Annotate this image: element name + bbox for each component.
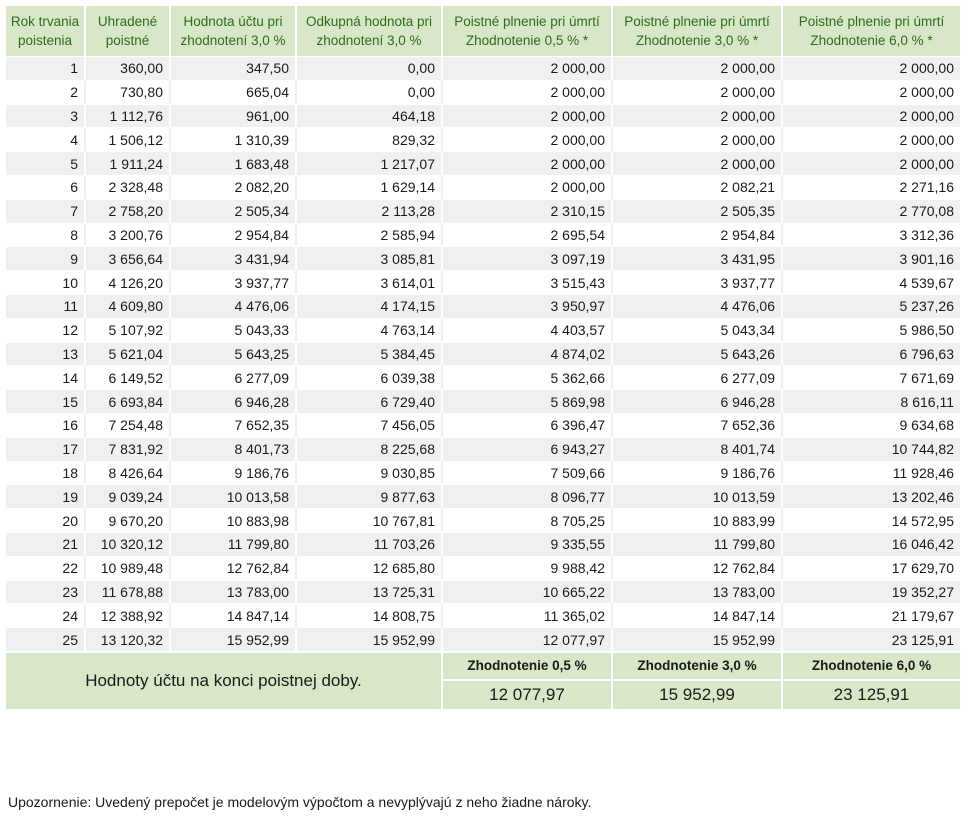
table-cell: 7 652,35 bbox=[171, 413, 297, 437]
table-cell: 10 883,98 bbox=[171, 508, 297, 532]
table-cell: 13 202,46 bbox=[783, 484, 960, 508]
table-cell: 12 685,80 bbox=[297, 556, 443, 580]
table-cell: 6 039,38 bbox=[297, 365, 443, 389]
table-cell: 8 616,11 bbox=[783, 389, 960, 413]
table-cell: 1 683,48 bbox=[171, 151, 297, 175]
table-cell: 7 509,66 bbox=[443, 461, 613, 485]
table-row bbox=[6, 580, 960, 604]
column-header-line: Uhradené bbox=[97, 14, 158, 29]
table-cell: 22 bbox=[6, 556, 86, 580]
table-cell: 2 758,20 bbox=[86, 199, 171, 223]
table-cell: 14 808,75 bbox=[297, 603, 443, 627]
summary-value: 23 125,91 bbox=[783, 679, 960, 709]
table-cell: 7 254,48 bbox=[86, 413, 171, 437]
table-cell: 18 bbox=[6, 461, 86, 485]
table-cell: 3 614,01 bbox=[297, 270, 443, 294]
table-cell: 11 799,80 bbox=[171, 532, 297, 556]
table-cell: 6 693,84 bbox=[86, 389, 171, 413]
table-cell: 8 426,64 bbox=[86, 461, 171, 485]
table-cell: 9 186,76 bbox=[613, 461, 783, 485]
table-row bbox=[6, 437, 960, 461]
table-row bbox=[6, 56, 960, 80]
table-cell: 2 082,20 bbox=[171, 175, 297, 199]
table-cell: 9 bbox=[6, 246, 86, 270]
table-cell: 360,00 bbox=[86, 56, 171, 80]
table-cell: 4 763,14 bbox=[297, 318, 443, 342]
table-cell: 16 046,42 bbox=[783, 532, 960, 556]
table-cell: 11 799,80 bbox=[613, 532, 783, 556]
table-cell: 2 000,00 bbox=[783, 151, 960, 175]
table-row bbox=[6, 603, 960, 627]
table-cell: 1 310,39 bbox=[171, 127, 297, 151]
table-cell: 12 388,92 bbox=[86, 603, 171, 627]
column-header bbox=[6, 6, 86, 56]
column-header-line: Odkupná hodnota pri bbox=[305, 14, 433, 29]
table-cell: 7 831,92 bbox=[86, 437, 171, 461]
table-row bbox=[6, 270, 960, 294]
table-cell: 7 652,36 bbox=[613, 413, 783, 437]
table-row bbox=[6, 127, 960, 151]
table-cell: 4 539,67 bbox=[783, 270, 960, 294]
table-cell: 24 bbox=[6, 603, 86, 627]
table-cell: 5 237,26 bbox=[783, 294, 960, 318]
column-header-line: poistenia bbox=[17, 33, 73, 48]
table-cell: 5 643,26 bbox=[613, 342, 783, 366]
table-cell: 4 174,15 bbox=[297, 294, 443, 318]
table-row bbox=[6, 461, 960, 485]
table-cell: 10 665,22 bbox=[443, 580, 613, 604]
table-cell: 2 000,00 bbox=[443, 104, 613, 128]
table-cell: 8 401,73 bbox=[171, 437, 297, 461]
column-header bbox=[86, 6, 171, 56]
table-cell: 730,80 bbox=[86, 80, 171, 104]
table-cell: 13 120,32 bbox=[86, 627, 171, 651]
table-cell: 17 629,70 bbox=[783, 556, 960, 580]
table-cell: 15 952,99 bbox=[171, 627, 297, 651]
table-cell: 5 643,25 bbox=[171, 342, 297, 366]
table-cell: 1 217,07 bbox=[297, 151, 443, 175]
table-row bbox=[6, 342, 960, 366]
table-cell: 2 000,00 bbox=[613, 56, 783, 80]
table-cell: 4 476,06 bbox=[171, 294, 297, 318]
table-cell: 2 000,00 bbox=[783, 127, 960, 151]
table-cell: 21 bbox=[6, 532, 86, 556]
table-cell: 2 000,00 bbox=[613, 80, 783, 104]
table-cell: 5 bbox=[6, 151, 86, 175]
table-cell: 961,00 bbox=[171, 104, 297, 128]
table-cell: 5 043,34 bbox=[613, 318, 783, 342]
table-row bbox=[6, 556, 960, 580]
table-cell: 1 506,12 bbox=[86, 127, 171, 151]
table-cell: 4 126,20 bbox=[86, 270, 171, 294]
table-cell: 3 937,77 bbox=[613, 270, 783, 294]
table-cell: 13 bbox=[6, 342, 86, 366]
table-cell: 12 762,84 bbox=[613, 556, 783, 580]
table-cell: 5 986,50 bbox=[783, 318, 960, 342]
table-cell: 3 656,64 bbox=[86, 246, 171, 270]
table-cell: 15 952,99 bbox=[297, 627, 443, 651]
table-cell: 23 125,91 bbox=[783, 627, 960, 651]
table-cell: 20 bbox=[6, 508, 86, 532]
table-cell: 4 403,57 bbox=[443, 318, 613, 342]
table-row bbox=[6, 294, 960, 318]
table-cell: 17 bbox=[6, 437, 86, 461]
table-row bbox=[6, 627, 960, 651]
table-cell: 0,00 bbox=[297, 56, 443, 80]
table-cell: 2 000,00 bbox=[443, 127, 613, 151]
table-cell: 9 335,55 bbox=[443, 532, 613, 556]
table-cell: 2 000,00 bbox=[783, 104, 960, 128]
table-row bbox=[6, 151, 960, 175]
column-header bbox=[297, 6, 443, 56]
table-cell: 3 937,77 bbox=[171, 270, 297, 294]
table-cell: 1 911,24 bbox=[86, 151, 171, 175]
table-cell: 11 928,46 bbox=[783, 461, 960, 485]
table-cell: 13 783,00 bbox=[171, 580, 297, 604]
table-cell: 3 901,16 bbox=[783, 246, 960, 270]
table-cell: 3 431,95 bbox=[613, 246, 783, 270]
table-cell: 2 000,00 bbox=[783, 80, 960, 104]
table-cell: 10 883,99 bbox=[613, 508, 783, 532]
table-cell: 2 000,00 bbox=[783, 56, 960, 80]
table-cell: 7 456,05 bbox=[297, 413, 443, 437]
table-row bbox=[6, 508, 960, 532]
table-cell: 8 096,77 bbox=[443, 484, 613, 508]
table-cell: 6 729,40 bbox=[297, 389, 443, 413]
table-cell: 2 000,00 bbox=[613, 104, 783, 128]
table-cell: 2 328,48 bbox=[86, 175, 171, 199]
table-cell: 12 bbox=[6, 318, 86, 342]
table-cell: 11 365,02 bbox=[443, 603, 613, 627]
table-cell: 16 bbox=[6, 413, 86, 437]
table-cell: 2 000,00 bbox=[443, 56, 613, 80]
table-cell: 4 609,80 bbox=[86, 294, 171, 318]
table-cell: 2 505,34 bbox=[171, 199, 297, 223]
table-row bbox=[6, 413, 960, 437]
table-cell: 5 869,98 bbox=[443, 389, 613, 413]
disclaimer-note: Upozornenie: Uvedený prepočet je modelovým výpočtom a nevyplývajú z neho žiadne nároky. bbox=[8, 794, 592, 810]
table-cell: 9 634,68 bbox=[783, 413, 960, 437]
table-cell: 2 000,00 bbox=[443, 175, 613, 199]
table-cell: 3 bbox=[6, 104, 86, 128]
table-cell: 464,18 bbox=[297, 104, 443, 128]
summary-head: Zhodnotenie 3,0 % bbox=[613, 651, 783, 679]
table-row bbox=[6, 175, 960, 199]
table-row bbox=[6, 199, 960, 223]
table-row bbox=[6, 484, 960, 508]
table-cell: 11 678,88 bbox=[86, 580, 171, 604]
column-header-line: Zhodnotenie 6,0 % * bbox=[810, 33, 933, 48]
table-cell: 2 000,00 bbox=[613, 127, 783, 151]
table-cell: 11 703,26 bbox=[297, 532, 443, 556]
table-summary bbox=[6, 651, 960, 709]
table-cell: 8 bbox=[6, 223, 86, 247]
table-cell: 10 013,59 bbox=[613, 484, 783, 508]
table-body bbox=[6, 56, 960, 651]
table-cell: 3 515,43 bbox=[443, 270, 613, 294]
table-cell: 2 082,21 bbox=[613, 175, 783, 199]
table-cell: 6 796,63 bbox=[783, 342, 960, 366]
table-cell: 15 bbox=[6, 389, 86, 413]
table-header bbox=[6, 6, 960, 56]
table-cell: 3 200,76 bbox=[86, 223, 171, 247]
table-cell: 3 312,36 bbox=[783, 223, 960, 247]
table-cell: 12 762,84 bbox=[171, 556, 297, 580]
table-cell: 8 225,68 bbox=[297, 437, 443, 461]
insurance-table bbox=[6, 6, 960, 709]
table-cell: 2 113,28 bbox=[297, 199, 443, 223]
column-header-line: Poistné plnenie pri úmrtí bbox=[454, 14, 600, 29]
table-row bbox=[6, 104, 960, 128]
table-row bbox=[6, 318, 960, 342]
table-row bbox=[6, 246, 960, 270]
table-cell: 2 585,94 bbox=[297, 223, 443, 247]
table-cell: 14 847,14 bbox=[171, 603, 297, 627]
column-header-line: Zhodnotenie 0,5 % * bbox=[465, 33, 589, 48]
table-cell: 21 179,67 bbox=[783, 603, 960, 627]
table-cell: 6 946,28 bbox=[613, 389, 783, 413]
table-cell: 4 bbox=[6, 127, 86, 151]
table-cell: 23 bbox=[6, 580, 86, 604]
table-cell: 14 572,95 bbox=[783, 508, 960, 532]
summary-head: Zhodnotenie 6,0 % bbox=[783, 651, 960, 679]
column-header-line: Hodnota účtu pri bbox=[183, 14, 283, 29]
table-cell: 12 077,97 bbox=[443, 627, 613, 651]
table-cell: 25 bbox=[6, 627, 86, 651]
table-cell: 10 013,58 bbox=[171, 484, 297, 508]
table-cell: 347,50 bbox=[171, 56, 297, 80]
table-cell: 9 670,20 bbox=[86, 508, 171, 532]
table-cell: 2 505,35 bbox=[613, 199, 783, 223]
table-cell: 14 bbox=[6, 365, 86, 389]
table-row bbox=[6, 223, 960, 247]
table-cell: 19 bbox=[6, 484, 86, 508]
table-cell: 13 783,00 bbox=[613, 580, 783, 604]
column-header-line: poistné bbox=[105, 33, 150, 48]
table-cell: 14 847,14 bbox=[613, 603, 783, 627]
table-cell: 665,04 bbox=[171, 80, 297, 104]
table-cell: 3 431,94 bbox=[171, 246, 297, 270]
table-cell: 6 277,09 bbox=[613, 365, 783, 389]
table-cell: 2 954,84 bbox=[613, 223, 783, 247]
column-header bbox=[443, 6, 613, 56]
table-cell: 15 952,99 bbox=[613, 627, 783, 651]
table-cell: 1 bbox=[6, 56, 86, 80]
column-header-line: Poistné plnenie pri úmrtí bbox=[798, 14, 945, 29]
table-cell: 10 744,82 bbox=[783, 437, 960, 461]
table-cell: 5 621,04 bbox=[86, 342, 171, 366]
table-cell: 4 874,02 bbox=[443, 342, 613, 366]
summary-value: 12 077,97 bbox=[443, 679, 613, 709]
table-cell: 2 695,54 bbox=[443, 223, 613, 247]
table-cell: 6 396,47 bbox=[443, 413, 613, 437]
table-cell: 5 384,45 bbox=[297, 342, 443, 366]
column-header bbox=[171, 6, 297, 56]
table-cell: 8 401,74 bbox=[613, 437, 783, 461]
table-cell: 19 352,27 bbox=[783, 580, 960, 604]
table-row bbox=[6, 389, 960, 413]
table-cell: 2 000,00 bbox=[613, 151, 783, 175]
column-header-line: Poistné plnenie pri úmrtí bbox=[624, 14, 770, 29]
table-cell: 10 989,48 bbox=[86, 556, 171, 580]
table-cell: 2 310,15 bbox=[443, 199, 613, 223]
table-cell: 10 bbox=[6, 270, 86, 294]
table-cell: 2 000,00 bbox=[443, 151, 613, 175]
table-cell: 7 671,69 bbox=[783, 365, 960, 389]
table-cell: 11 bbox=[6, 294, 86, 318]
table-cell: 6 277,09 bbox=[171, 365, 297, 389]
table-cell: 1 629,14 bbox=[297, 175, 443, 199]
table-cell: 5 107,92 bbox=[86, 318, 171, 342]
table-cell: 6 bbox=[6, 175, 86, 199]
table-cell: 9 988,42 bbox=[443, 556, 613, 580]
table-row bbox=[6, 532, 960, 556]
table-cell: 8 705,25 bbox=[443, 508, 613, 532]
table-cell: 5 043,33 bbox=[171, 318, 297, 342]
column-header-line: zhodnotení 3,0 % bbox=[316, 33, 422, 48]
table-cell: 9 186,76 bbox=[171, 461, 297, 485]
table-cell: 3 085,81 bbox=[297, 246, 443, 270]
table-cell: 3 097,19 bbox=[443, 246, 613, 270]
table-cell: 9 877,63 bbox=[297, 484, 443, 508]
table-cell: 5 362,66 bbox=[443, 365, 613, 389]
table-cell: 3 950,97 bbox=[443, 294, 613, 318]
table-cell: 2 271,16 bbox=[783, 175, 960, 199]
column-header-line: Zhodnotenie 3,0 % * bbox=[635, 33, 759, 48]
table-cell: 2 770,08 bbox=[783, 199, 960, 223]
table-cell: 2 000,00 bbox=[443, 80, 613, 104]
table-cell: 829,32 bbox=[297, 127, 443, 151]
column-header bbox=[613, 6, 783, 56]
table-cell: 6 943,27 bbox=[443, 437, 613, 461]
table-cell: 6 946,28 bbox=[171, 389, 297, 413]
table-cell: 9 039,24 bbox=[86, 484, 171, 508]
summary-value: 15 952,99 bbox=[613, 679, 783, 709]
table-cell: 4 476,06 bbox=[613, 294, 783, 318]
table-cell: 0,00 bbox=[297, 80, 443, 104]
summary-label: Hodnoty účtu na konci poistnej doby. bbox=[6, 651, 443, 709]
table-cell: 6 149,52 bbox=[86, 365, 171, 389]
column-header-line: Rok trvania bbox=[10, 14, 80, 29]
column-header-line: zhodnotení 3,0 % bbox=[180, 33, 286, 48]
table-row bbox=[6, 80, 960, 104]
table-cell: 10 320,12 bbox=[86, 532, 171, 556]
table-cell: 2 bbox=[6, 80, 86, 104]
table-cell: 13 725,31 bbox=[297, 580, 443, 604]
table-cell: 10 767,81 bbox=[297, 508, 443, 532]
column-header bbox=[783, 6, 960, 56]
table-cell: 7 bbox=[6, 199, 86, 223]
table-cell: 2 954,84 bbox=[171, 223, 297, 247]
table-row bbox=[6, 365, 960, 389]
table-cell: 9 030,85 bbox=[297, 461, 443, 485]
table-cell: 1 112,76 bbox=[86, 104, 171, 128]
summary-head: Zhodnotenie 0,5 % bbox=[443, 651, 613, 679]
